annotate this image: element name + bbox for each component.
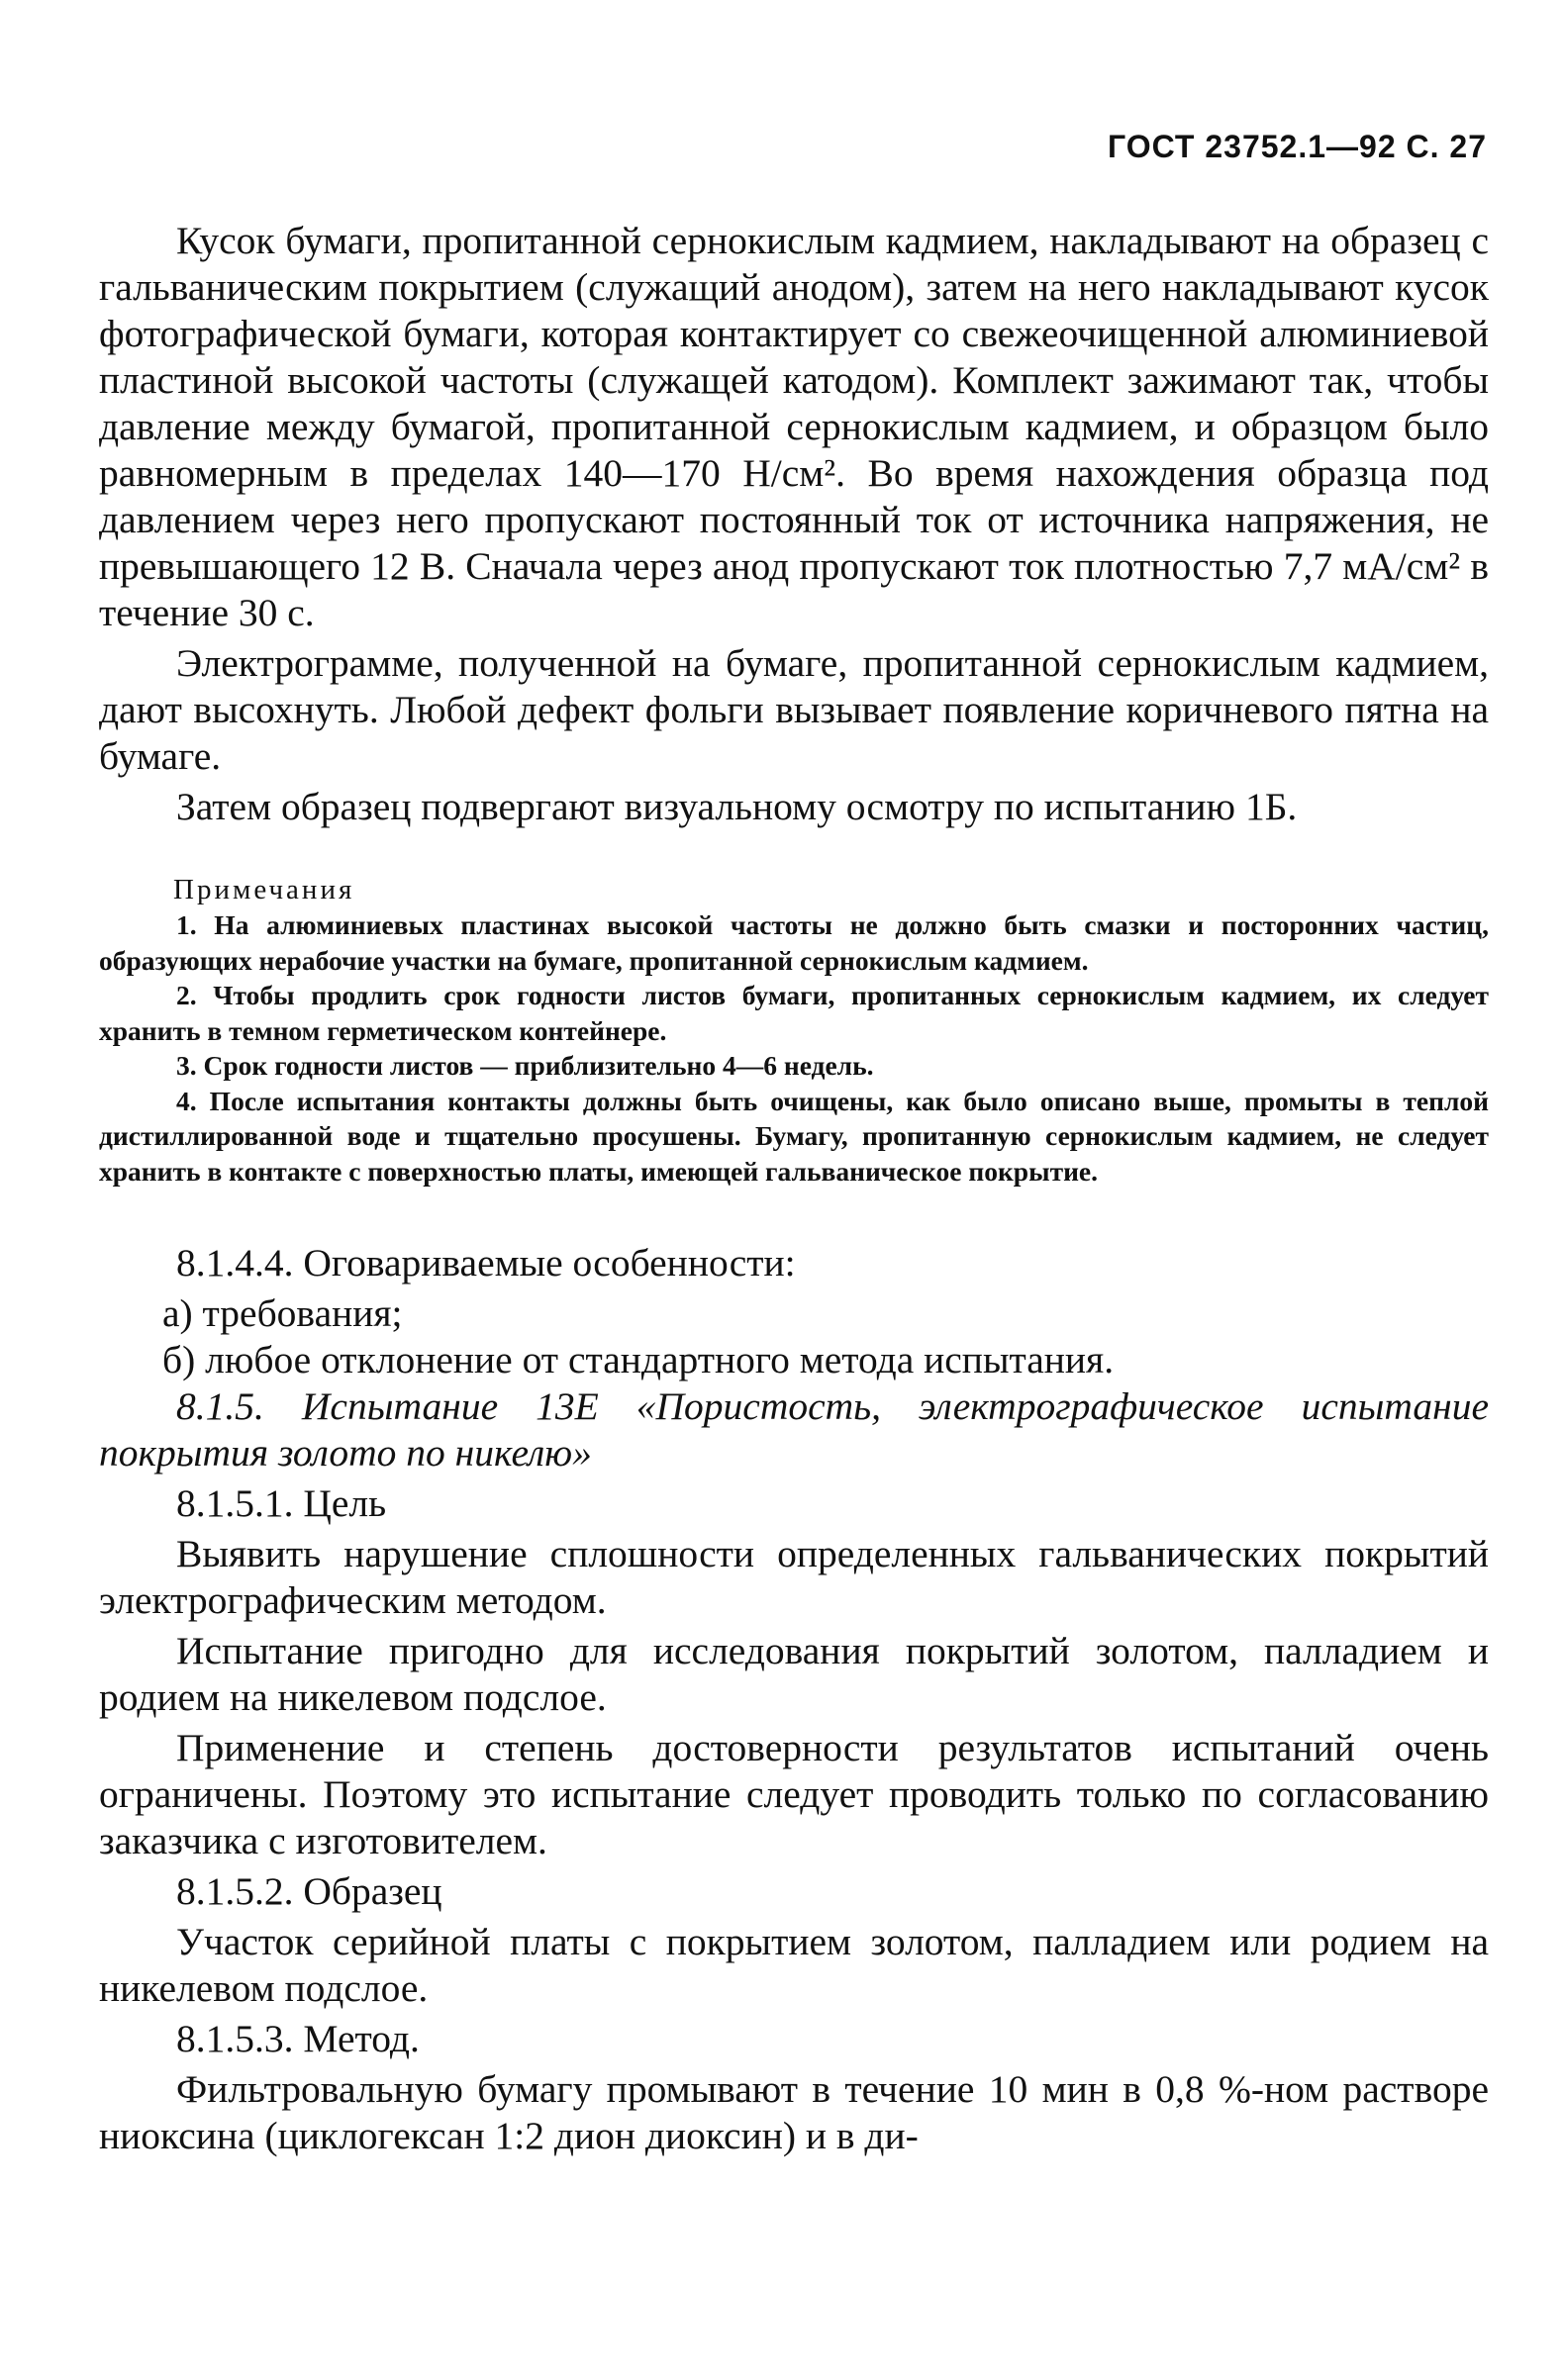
paragraph: Затем образец подвергают визуальному осмотру по испытанию 1Б. <box>176 785 1298 828</box>
section-8-1-4-4 <box>99 1240 1489 2159</box>
paragraph: Электрограмме, полученной на бумаге, пропитанной сернокислым кадмием, дают высохнуть. Любой дефект фольги вызывает появление коричневого пятна на бумаге. <box>99 641 1489 778</box>
note-item: 1. На алюминиевых пластинах высокой частоты не должно быть смазки и посторонних частиц, образующих нерабочие участки на бумаге, пропитанной сернокислым кадмием. <box>99 909 1489 976</box>
notes-title: Примечания <box>173 874 355 905</box>
paragraph: Кусок бумаги, пропитанной сернокислым кадмием, накладывают на образец с гальваническим покрытием (служащий анодом), затем на него накладывают кусок фотографической бумаги, которая контактирует со свежеочищенной алюминиевой пластиной высокой частоты (служащей катодом). Комплект зажимают так, чтобы давление между бумагой, пропитанной сернокислым кадмием, и образцом было равномерным в пределах 140—170 Н/см². Во время нахождения образца под давлением через него пропускают постоянный ток от источника напряжения, не превышающего 12 В. Сначала через анод пропускают ток плотностью 7,7 мА/см² в течение 30 с. <box>99 219 1489 634</box>
section-heading: 8.1.4.4. Оговариваемые особенности: <box>176 1241 796 1285</box>
section-heading: 8.1.5.2. Образец <box>176 1869 442 1913</box>
paragraph: Участок серийной платы с покрытием золотом, палладием или родием на никелевом подслое. <box>99 1920 1489 2010</box>
section-heading: 8.1.5. Испытание 13Е «Пористость, электрографическое испытание покрытия золото по никелю» <box>99 1384 1489 1475</box>
section-heading: 8.1.5.3. Метод. <box>176 2017 420 2060</box>
paragraph: Выявить нарушение сплошности определенных гальванических покрытий электрографическим методом. <box>99 1532 1489 1622</box>
list-item: б) любое отклонение от стандартного метода испытания. <box>162 1338 1115 1381</box>
note-item: 4. После испытания контакты должны быть очищены, как было описано выше, промыты в теплой дистиллированной воде и тщательно просушены. Бумагу, пропитанную сернокислым кадмием, не следует хранить в контакте с поверхностью платы, имеющей гальваническое покрытие. <box>99 1085 1489 1187</box>
notes-block <box>99 872 1489 1189</box>
page-header: ГОСТ 23752.1—92 С. 27 <box>1108 129 1487 164</box>
document-body <box>99 218 1489 2163</box>
note-item: 2. Чтобы продлить срок годности листов бумаги, пропитанных сернокислым кадмием, их следует хранить в темном герметическом контейнере. <box>99 980 1489 1046</box>
section-heading: 8.1.5.1. Цель <box>176 1481 387 1525</box>
list-item: а) требования; <box>162 1291 403 1335</box>
note-item: 3. Срок годности листов — приблизительно 4—6 недель. <box>176 1050 874 1081</box>
paragraph: Фильтровальную бумагу промывают в течение 10 мин в 0,8 %-ном растворе ниоксина (циклогексан 1:2 дион диоксин) и в ди- <box>99 2067 1489 2157</box>
paragraph: Применение и степень достоверности результатов испытаний очень ограничены. Поэтому это испытание следует проводить только по согласованию заказчика с изготовителем. <box>99 1726 1489 1862</box>
paragraph: Испытание пригодно для исследования покрытий золотом, палладием и родием на никелевом подслое. <box>99 1629 1489 1719</box>
